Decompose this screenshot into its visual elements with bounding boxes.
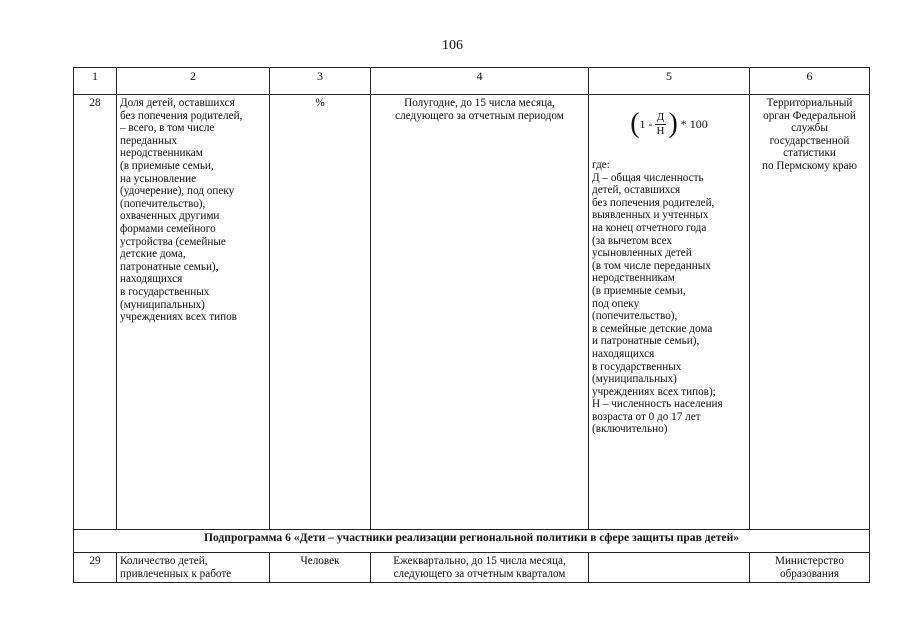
- left-paren-glyph: (: [630, 108, 640, 139]
- right-paren-glyph: ): [668, 108, 678, 139]
- header-col-2: 2: [117, 68, 270, 95]
- source-cell: Министерство образования: [750, 553, 870, 583]
- header-col-5: 5: [589, 68, 750, 95]
- formula-numerator: Д: [656, 110, 665, 123]
- source-cell: Территориальный орган Федеральной службы государственной статистики по Пермскому краю: [750, 95, 870, 530]
- formula-cell: [589, 95, 750, 530]
- unit-cell: %: [270, 95, 371, 530]
- header-col-6: 6: [750, 68, 870, 95]
- formula-denominator: Н: [656, 124, 665, 137]
- header-col-4: 4: [371, 68, 589, 95]
- formula: [592, 105, 746, 143]
- formula-left: 1 -: [639, 116, 653, 131]
- page-number: 106: [442, 38, 463, 53]
- period-cell: Ежеквартально, до 15 числа месяца, следующего за отчетным кварталом: [371, 553, 589, 583]
- formula-cell: [589, 553, 750, 583]
- indicator-name: Количество детей, привлеченных к работе: [117, 553, 270, 583]
- indicators-table: [73, 67, 870, 583]
- table-row: [74, 553, 870, 583]
- header-col-1: 1: [74, 68, 117, 95]
- table-header-row: [74, 68, 870, 95]
- subprogram-row: [74, 530, 870, 553]
- table-row: [74, 95, 870, 530]
- indicator-name: Доля детей, оставшихся без попечения родителей, – всего, в том числе переданных неродственникам (в приемные семьи, на усыновление (удочерение), под опеку (попечительство), охваченных другими формами семейного устройства (семейные детские дома, патронатные семьи), находящихся в государственных (муниципальных) учреждениях всех типов: [117, 95, 270, 530]
- formula-right: * 100: [680, 116, 708, 131]
- formula-explanation: где: Д – общая численность детей, оставшихся без попечения родителей, выявленных и учтенных на конец отчетного года (за вычетом всех усыновленных детей (в том числе переданных неродственникам (в приемные семьи, под опеку (попечительство), в семейные детские дома и патронатные семьи), находящихся в государственных (муниципальных) учреждениях всех типов); Н – численность населения возраста от 0 до 17 лет (включительно): [592, 159, 723, 436]
- unit-cell: Человек: [270, 553, 371, 583]
- period-cell: Полугодие, до 15 числа месяца, следующего за отчетным периодом: [371, 95, 589, 530]
- formula-fraction: [655, 111, 667, 138]
- row-number: 29: [74, 553, 117, 583]
- subprogram-title: Подпрограмма 6 «Дети – участники реализации региональной политики в сфере защиты прав детей»: [74, 530, 870, 553]
- header-col-3: 3: [270, 68, 371, 95]
- row-number: 28: [74, 95, 117, 530]
